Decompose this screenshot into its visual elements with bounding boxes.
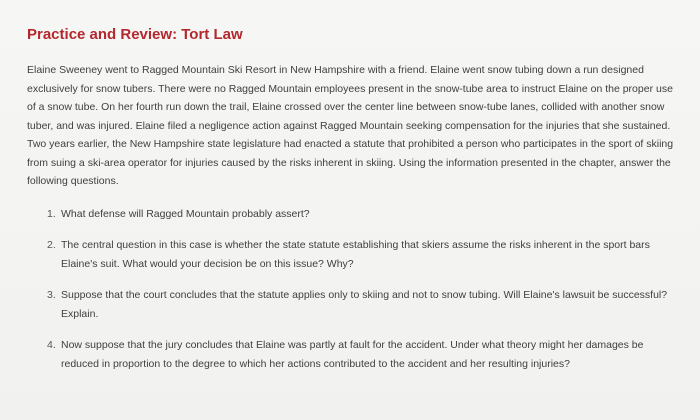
question-text: The central question in this case is whether the state statute establishing that skiers assume the risks inherent in the sport bars Elaine's suit. What would your decision be on this issue? Why? xyxy=(61,239,650,270)
question-number: 4. xyxy=(47,339,56,351)
question-number: 2. xyxy=(47,239,56,251)
question-item xyxy=(47,205,677,224)
question-text: Suppose that the court concludes that the statute applies only to skiing and not to snow tubing. Will Elaine's lawsuit be successful? Explain. xyxy=(61,289,668,320)
question-text: What defense will Ragged Mountain probably assert? xyxy=(61,207,310,220)
question-number: 1. xyxy=(47,207,56,220)
question-list xyxy=(27,205,677,374)
question-item xyxy=(47,236,677,273)
question-item xyxy=(47,336,677,373)
question-item xyxy=(47,286,677,323)
case-description: Elaine Sweeney went to Ragged Mountain Ski Resort in New Hampshire with a friend. Elaine went snow tubing down a run designed exclusively for snow tubers. There were no Ragged Mountain employees present in the snow-tube area to instruct Elaine on the proper use of a snow tube. On her fourth run down the trail, Elaine crossed over the center line between snow-tube lanes, collided with another snow tuber, and was injured. Elaine filed a negligence action against Ragged Mountain seeking compensation for the injuries that she sustained. Two years earlier, the New Hampshire state legislature had enacted a statute that prohibited a person who participates in the sport of skiing from suing a ski-area operator for injuries caused by the risks inherent in skiing. Using the information presented in the chapter, answer the following questions. xyxy=(27,64,674,187)
question-text: Now suppose that the jury concludes that Elaine was partly at fault for the accident. Under what theory might her damages be reduced in proportion to the degree to which her actions contributed to the accident and her resulting injuries? xyxy=(61,339,644,370)
question-number: 3. xyxy=(47,289,56,301)
page-title: Practice and Review: Tort Law xyxy=(27,26,243,43)
